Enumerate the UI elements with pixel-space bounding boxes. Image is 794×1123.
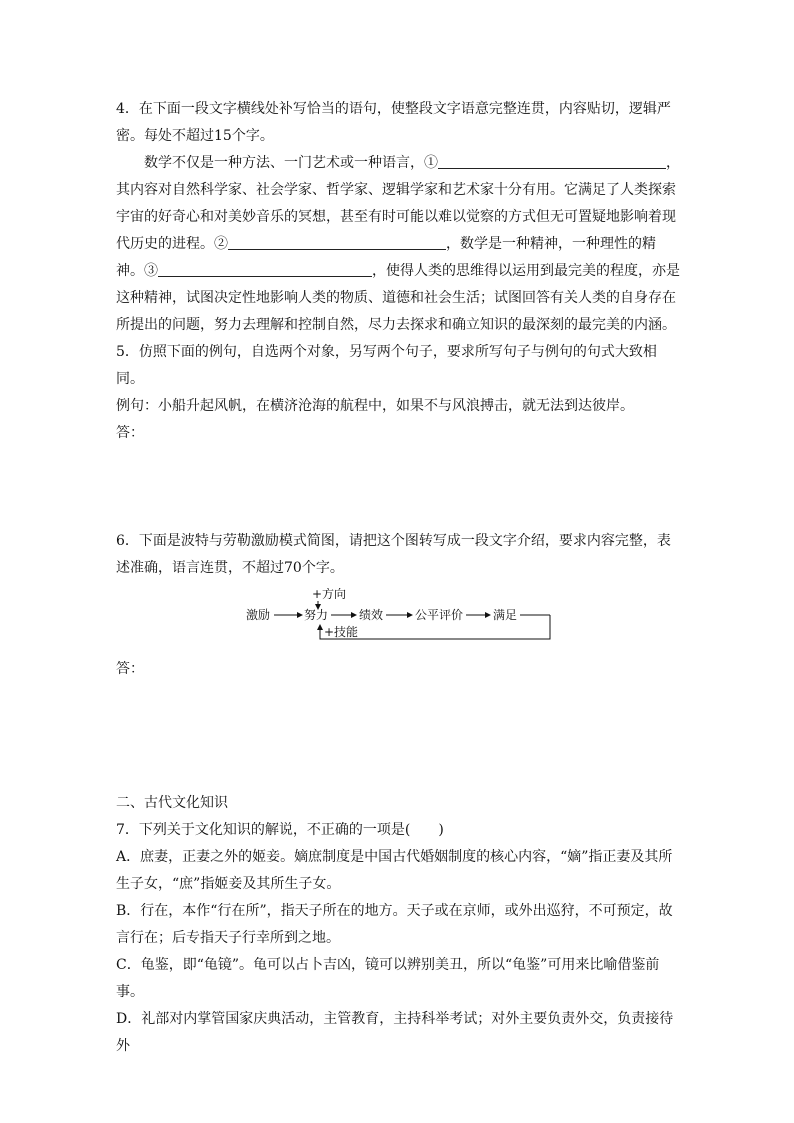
- incentive-model-diagram: [242, 588, 562, 642]
- section-title: 二、古代文化知识: [116, 795, 228, 811]
- q7-option-a: A．庶妻，正妻之外的姬妾。嫡庶制度是中国古代婚姻制度的核心内容，“嫡”指正妻及其所生子女，“庶”指姬妾及其所生子女。: [116, 849, 673, 892]
- plus-skill-label: +技能: [324, 625, 359, 639]
- blank-2[interactable]: [228, 232, 446, 250]
- q6-prompt: 6．下面是波特与劳勒激励模式简图，请把这个图转写成一段文字介绍，要求内容完整，表述准确，语言连贯，不超过70个字。: [116, 533, 671, 576]
- document-page: [116, 96, 682, 1060]
- plus-direction-label: +方向: [312, 588, 347, 601]
- node-performance: 绩效: [359, 608, 384, 622]
- q4-text-4: ，使得人类的思维得以运用到最完美的程度，亦是这种精神，试图决定性地影响人类的物质、道德和社会生活；试图回答有关人类的自身存在所提出的问题，努力去理解和控制自然，尽力去探求和确立知识的最深刻的最完美的内涵。: [116, 263, 680, 333]
- q5-prompt: 5．仿照下面的例句，自选两个对象，另写两个句子，要求所写句子与例句的句式大致相同。: [116, 344, 657, 387]
- q5-example: 例句：小船升起风帆，在横济沧海的航程中，如果不与风浪搏击，就无法到达彼岸。: [116, 398, 634, 414]
- q7-option-c: C．龟鉴，即“龟镜”。龟可以占卜吉凶，镜可以辨别美丑，所以“龟鉴”可用来比喻借鉴前事。: [116, 957, 660, 1000]
- q6-answer-label: 答：: [116, 661, 144, 677]
- node-incentive: 激励: [246, 608, 271, 622]
- blank-1[interactable]: [438, 151, 666, 169]
- q4-text-3: ，数学是一种精神，一种理性的精神。③: [116, 236, 656, 279]
- q7-option-b: B．行在，本作“行在所”，指天子所在的地方。天子或在京师，或外出巡狩，不可预定，故言行在；后专指天子行幸所到之地。: [116, 903, 673, 946]
- node-fair-evaluation: 公平评价: [415, 608, 464, 622]
- q7-option-d: D．礼部对内掌管国家庆典活动，主管教育，主持科举考试；对外主要负责外交，负责接待外: [116, 1011, 674, 1054]
- q6-answer-space[interactable]: [116, 683, 682, 790]
- q4-passage: [116, 150, 682, 339]
- q7-prompt: 7．下列关于文化知识的解说，不正确的一项是( ): [116, 822, 444, 838]
- q5-answer-space[interactable]: [116, 447, 682, 528]
- q5-answer-label: 答：: [116, 425, 144, 441]
- node-satisfaction: 满足: [493, 608, 518, 622]
- q4-prompt: 4．在下面一段文字横线处补写恰当的语句，使整段文字语意完整连贯，内容贴切，逻辑严密。每处不超过15个字。: [116, 101, 671, 144]
- node-effort: 努力: [304, 608, 329, 622]
- q4-text-2: ，其内容对自然科学家、社会学家、哲学家、逻辑学家和艺术家十分有用。它满足了人类探索宇宙的好奇心和对美妙音乐的冥想，甚至有时可能以难以觉察的方式但无可置疑地影响着现代历史的进程。②: [116, 155, 680, 252]
- blank-3[interactable]: [158, 259, 372, 277]
- q4-text-1: 数学不仅是一种方法、一门艺术或一种语言，①: [144, 155, 438, 171]
